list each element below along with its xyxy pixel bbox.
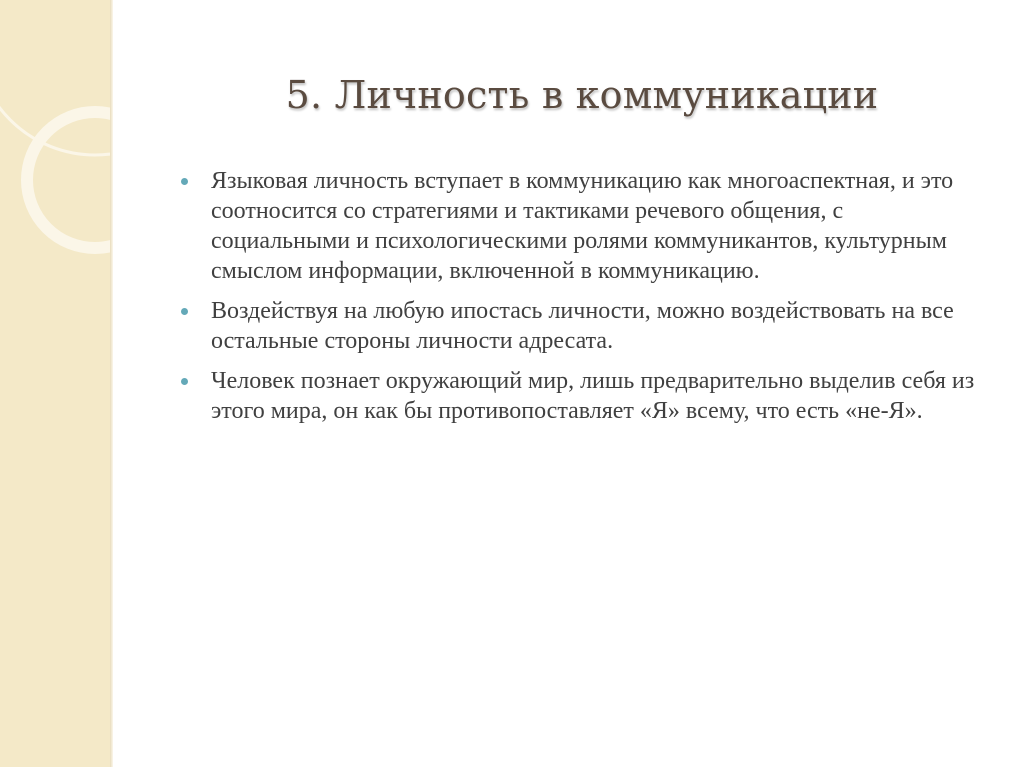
decorative-ring-thick bbox=[27, 112, 110, 248]
bullet-list bbox=[178, 166, 978, 436]
bullet-item bbox=[178, 166, 978, 286]
bullet-text: Языковая личность вступает в коммуникацию как многоаспектная, и это соотносится со стратегиями и тактиками речевого общения, с социальными и психологическими ролями коммуникантов, культурным смыслом информации, включенной в коммуникацию. bbox=[211, 168, 954, 284]
slide-title: 5. Личность в коммуникации bbox=[285, 73, 879, 117]
bullet-icon bbox=[181, 378, 188, 385]
bullet-icon bbox=[181, 178, 188, 185]
bullet-text: Воздействуя на любую ипостась личности, можно воздействовать на все остальные стороны личности адресата. bbox=[211, 298, 954, 354]
bullet-item bbox=[178, 366, 978, 426]
bullet-text: Человек познает окружающий мир, лишь предварительно выделив себя из этого мира, он как бы противопоставляет «Я» всему, что есть «не-Я». bbox=[211, 368, 975, 424]
bullet-icon bbox=[181, 308, 188, 315]
bullet-item bbox=[178, 296, 978, 356]
